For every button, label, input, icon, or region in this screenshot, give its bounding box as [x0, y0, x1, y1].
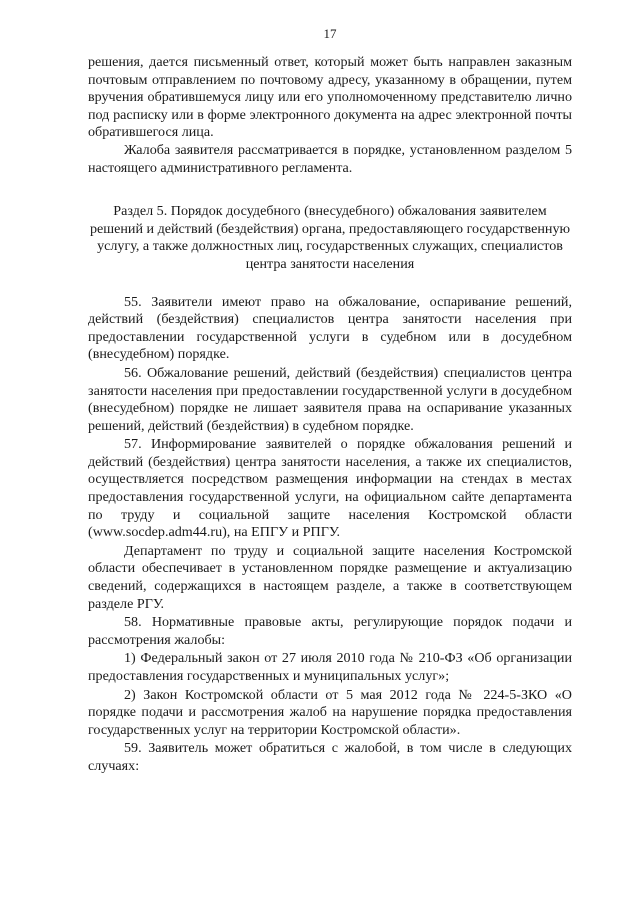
paragraph-58-item-2: 2) Закон Костромской области от 5 мая 2012 года № 224-5-ЗКО «О порядке подачи и рассмотрения жалоб на нарушение порядка предоставления государственных услуг на территории Костромской области».: [88, 686, 572, 738]
paragraph-56: 56. Обжалование решений, действий (бездействия) специалистов центра занятости населения при предоставлении государственной услуги в досудебном (внесудебном) порядке не лишает заявителя права на оспаривание указанных решений, действий (бездействия) в судебном порядке.: [88, 364, 572, 434]
paragraph-58: 58. Нормативные правовые акты, регулирующие порядок подачи и рассмотрения жалобы:: [88, 614, 572, 648]
page-number: 17: [323, 26, 337, 41]
section-heading: Раздел 5. Порядок досудебного (внесудебного) обжалования заявителем решений и действий (бездействия) органа, предоставляющего государственную услугу, а также должностных лиц, государственных служащих, специалистов центра занятости населения: [89, 203, 571, 272]
paragraph-department: Департамент по труду и социальной защите населения Костромской области обеспечивает в установленном порядке размещение и актуализацию сведений, содержащихся в настоящем разделе, а также в соответствующем разделе РГУ.: [88, 542, 572, 612]
paragraph-57: 57. Информирование заявителей о порядке обжалования решений и действий (бездействия) центра занятости населения, а также их специалистов, осуществляется посредством размещения информации на стендах в местах предоставления государственной услуги, на официальном сайте департамента по труду и социальной защите населения Костромской области (www.socdep.adm44.ru), на ЕПГУ и РПГУ.: [88, 436, 572, 541]
document-page: [88, 26, 572, 776]
paragraph-55: 55. Заявители имеют право на обжалование, оспаривание решений, действий (бездействия) специалистов центра занятости населения при предоставлении государственной услуги в судебном или в досудебном (внесудебном) порядке.: [88, 293, 572, 363]
paragraph-complaint-procedure: Жалоба заявителя рассматривается в порядке, установленном разделом 5 настоящего административного регламента.: [88, 141, 572, 176]
paragraph-response-delivery: решения, дается письменный ответ, который может быть направлен заказным почтовым отправлением по почтовому адресу, указанному в обращении, путем вручения обратившемуся лицу или его уполномоченному представителю лично под расписку или в форме электронного документа на адрес электронной почты обратившегося лица.: [88, 54, 572, 141]
paragraph-58-item-1: 1) Федеральный закон от 27 июля 2010 года № 210-ФЗ «Об организации предоставления государственных и муниципальных услуг»;: [88, 650, 572, 684]
paragraph-59: 59. Заявитель может обратиться с жалобой, в том числе в следующих случаях:: [88, 740, 572, 774]
